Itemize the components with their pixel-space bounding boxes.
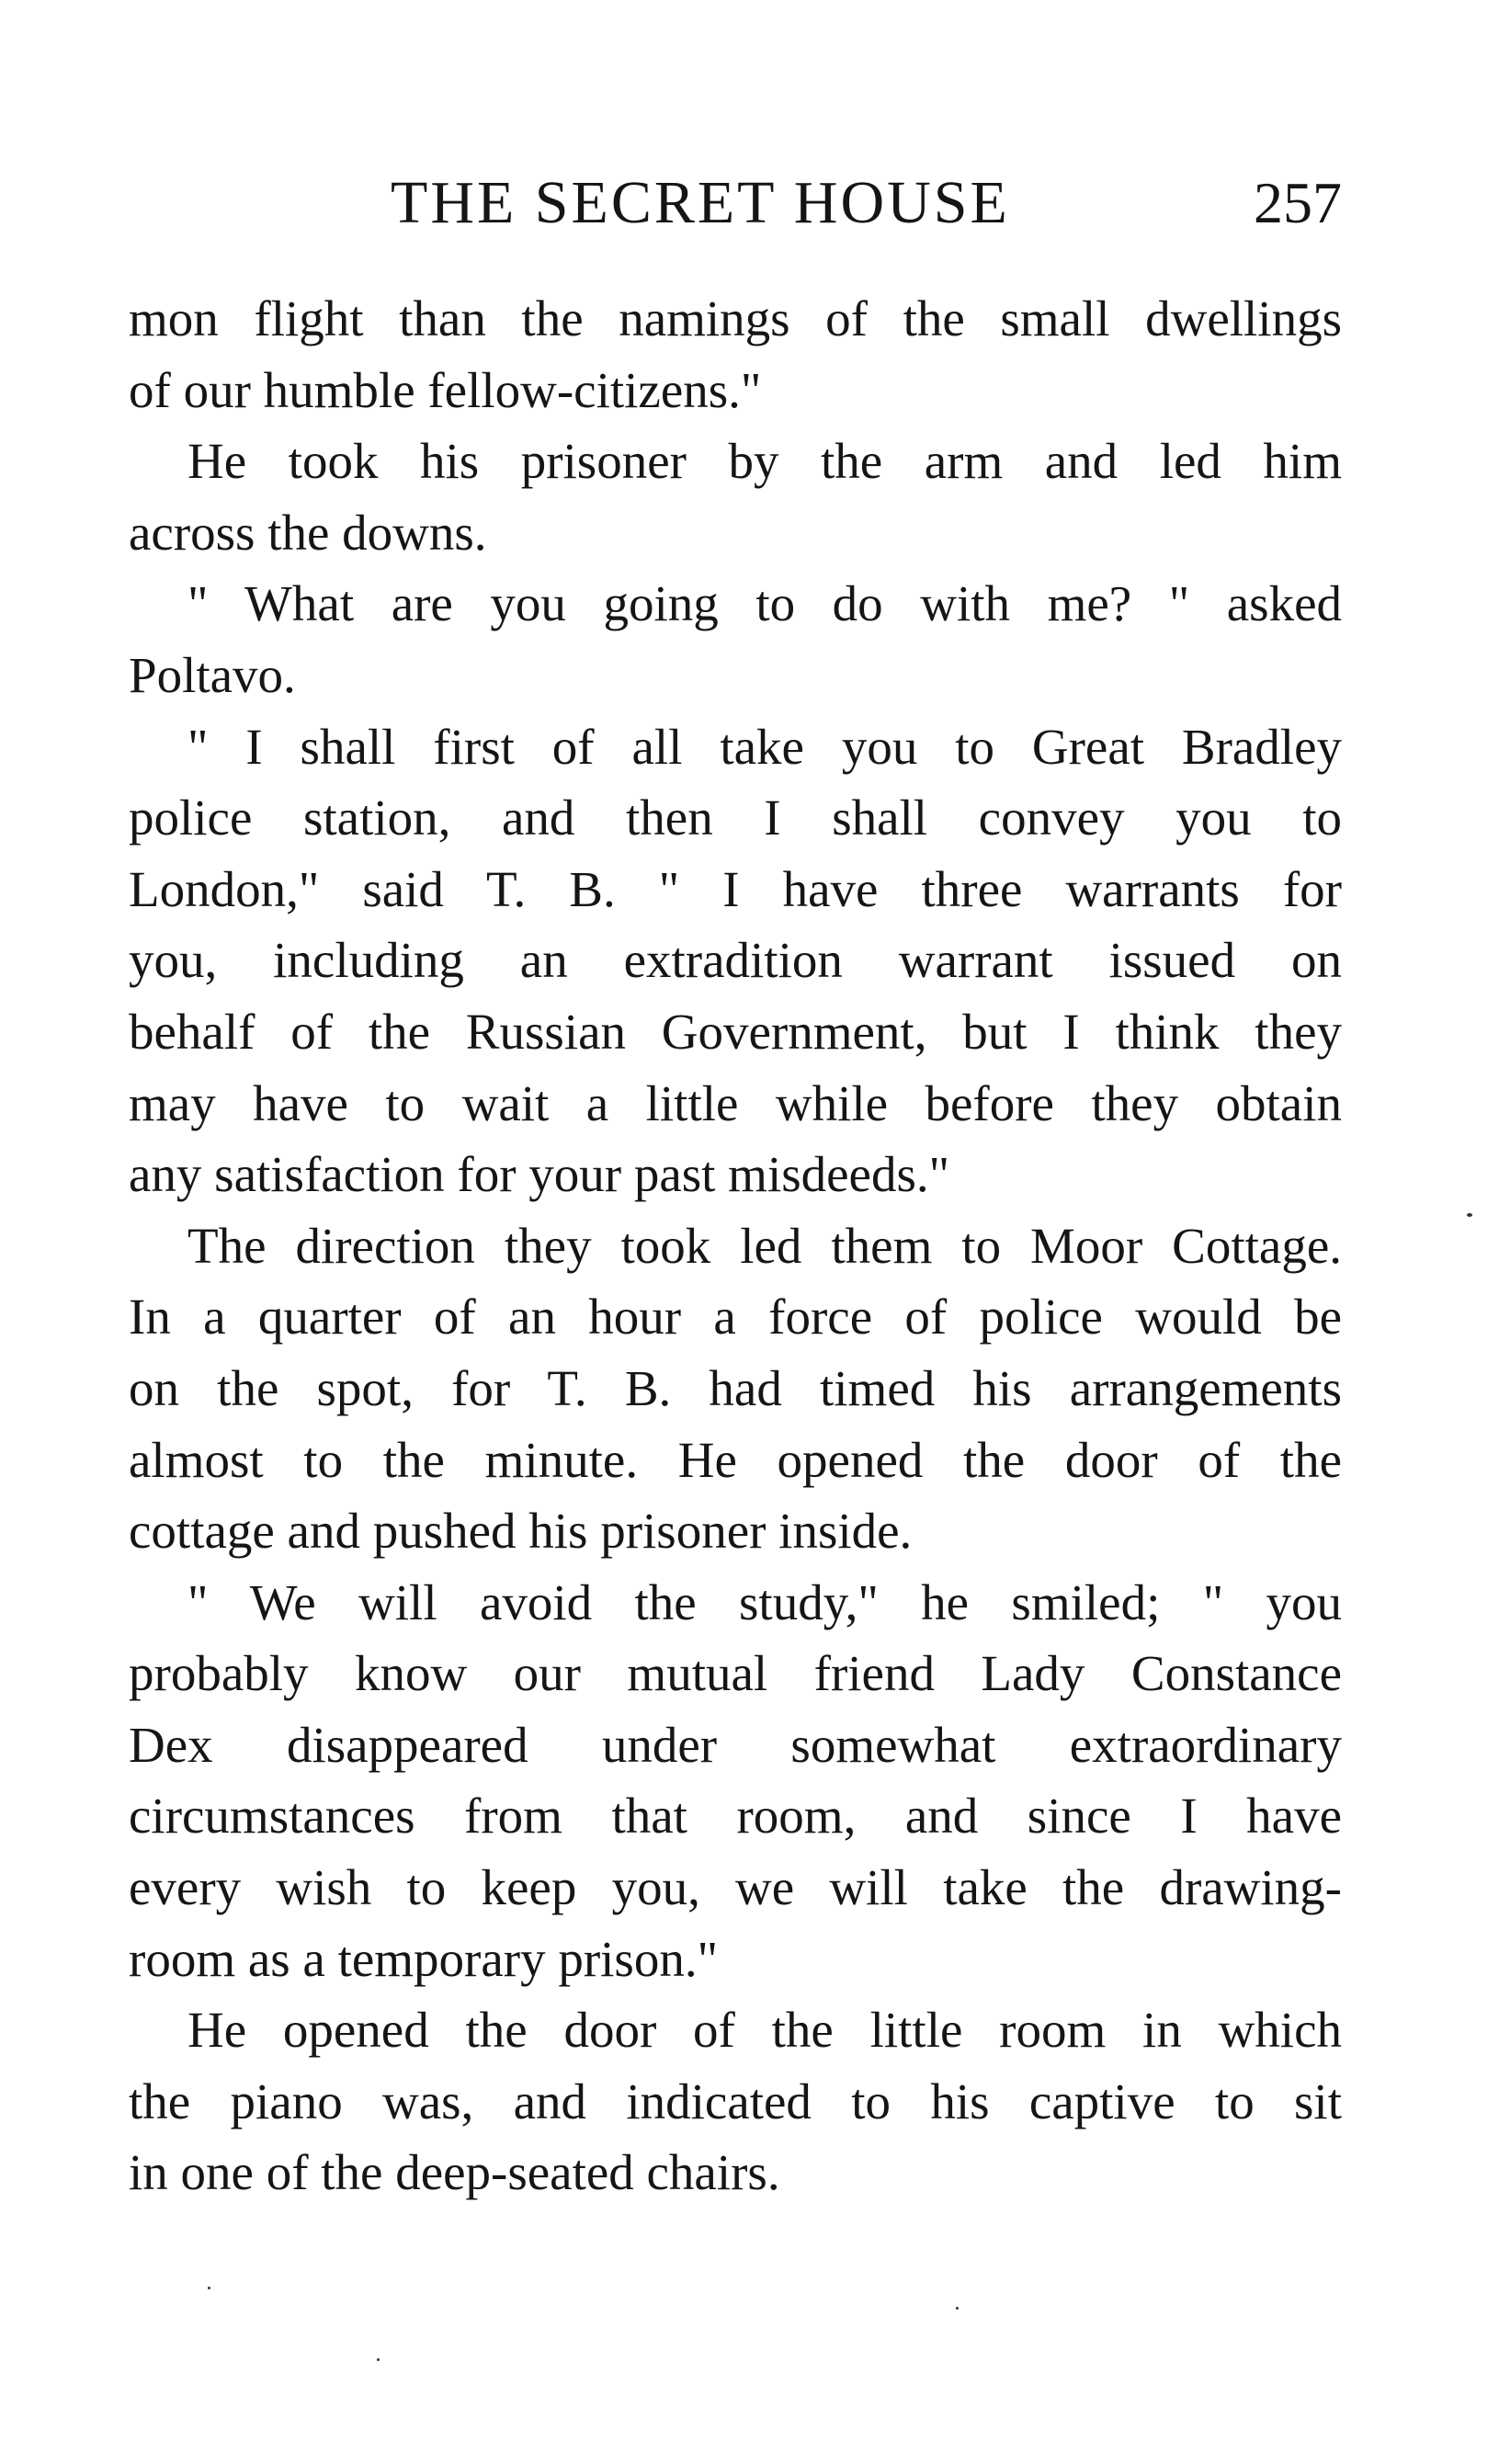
text-line: " We will avoid the study," he smiled; " you — [187, 1573, 1342, 1630]
body-text — [129, 283, 1342, 2209]
scan-speck — [956, 2307, 959, 2310]
running-title: THE SECRET HOUSE — [391, 169, 1010, 236]
text-line: cottage and pushed his prisoner inside. — [129, 1503, 913, 1560]
text-line: " I shall first of all take you to Great Bradley — [187, 718, 1342, 775]
scan-speck — [1467, 1213, 1472, 1217]
text-line: The direction they took led them to Moor Cottage. — [187, 1217, 1342, 1274]
text-line: In a quarter of an hour a force of police would be — [129, 1289, 1342, 1346]
text-line: Dex disappeared under somewhat extraordinary — [129, 1716, 1342, 1773]
text-line: you, including an extradition warrant issued on — [129, 932, 1342, 989]
text-line: almost to the minute. He opened the door of the — [129, 1431, 1342, 1488]
text-line: probably know our mutual friend Lady Constance — [129, 1645, 1342, 1702]
scan-speck — [208, 2287, 210, 2289]
text-line: He took his prisoner by the arm and led him — [187, 433, 1342, 490]
text-line: the piano was, and indicated to his captive to sit — [129, 2072, 1342, 2129]
text-line: " What are you going to do with me? " asked — [187, 575, 1342, 632]
text-line: Poltavo. — [129, 646, 296, 703]
text-line: on the spot, for T. B. had timed his arrangements — [129, 1359, 1342, 1416]
text-line: of our humble fellow-citizens." — [129, 361, 762, 418]
page-number: 257 — [1254, 170, 1342, 235]
scan-speck — [377, 2358, 380, 2361]
text-line: mon flight than the namings of the small dwellings — [129, 290, 1342, 346]
text-line: London," said T. B. " I have three warrants for — [129, 860, 1342, 917]
text-line: in one of the deep-seated chairs. — [129, 2144, 780, 2201]
text-line: every wish to keep you, we will take the drawing- — [129, 1859, 1342, 1916]
text-line: room as a temporary prison." — [129, 1930, 719, 1987]
text-line: He opened the door of the little room in which — [187, 2002, 1342, 2059]
text-line: police station, and then I shall convey you to — [129, 789, 1342, 846]
text-line: any satisfaction for your past misdeeds." — [129, 1146, 950, 1203]
text-line: may have to wait a little while before they obtain — [129, 1074, 1342, 1131]
page-header — [129, 162, 1342, 244]
text-line: circumstances from that room, and since I have — [129, 1788, 1342, 1845]
text-line: behalf of the Russian Government, but I think they — [129, 1003, 1342, 1060]
text-line: across the downs. — [129, 504, 487, 561]
